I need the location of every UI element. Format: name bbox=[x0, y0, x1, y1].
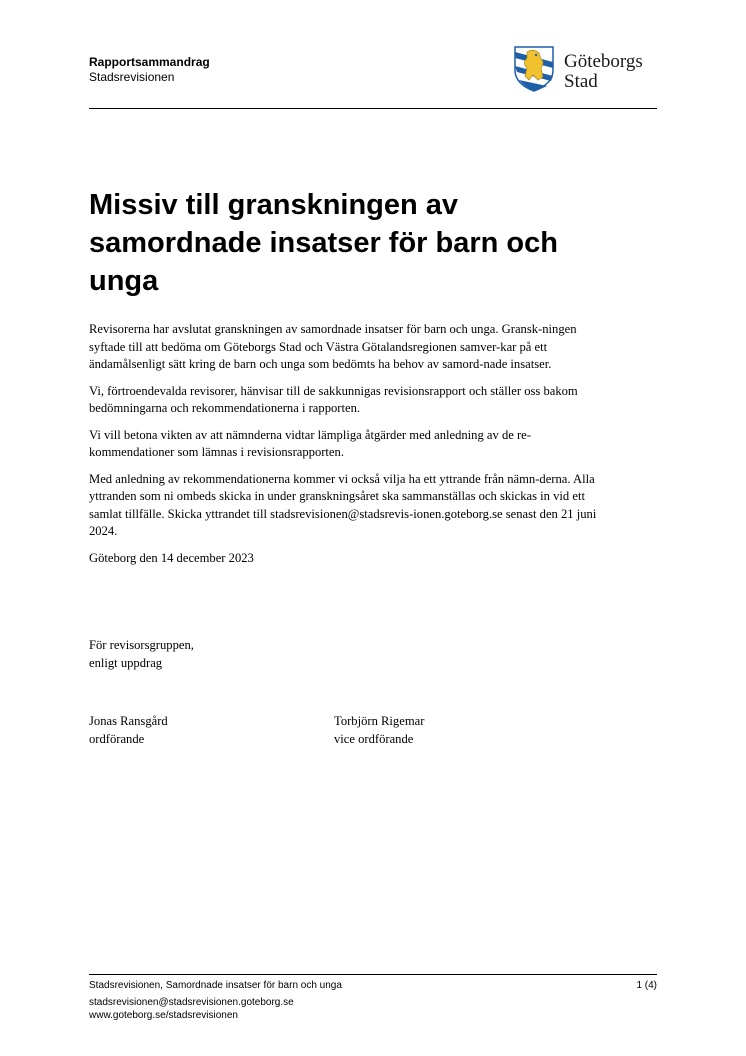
footer-title: Stadsrevisionen, Samordnade insatser för barn och unga bbox=[89, 980, 342, 991]
signature-role: vice ordförande bbox=[334, 732, 414, 746]
header-divider bbox=[89, 108, 657, 109]
goteborgs-stad-logo bbox=[511, 44, 661, 94]
paragraph: Med anledning av rekommendationerna kommer vi också vilja ha ett yttrande från nämn-derna. Alla yttranden som ni ombeds skicka in under granskningsåret ska sammanställas och skickas in vid ett samlat tillfälle. Skicka yttrandet till stadsrevisionen@stadsrevis-ionen.goteborg.se senast den 21 juni 2024. bbox=[89, 471, 597, 538]
coat-of-arms-icon bbox=[511, 44, 557, 92]
signature-name: Jonas Ransgård bbox=[89, 714, 168, 728]
signature-name: Torbjörn Rigemar bbox=[334, 714, 425, 728]
department-name: Stadsrevisionen bbox=[89, 70, 175, 84]
logo-text bbox=[564, 52, 643, 92]
footer-email: stadsrevisionen@stadsrevisionen.goteborg.se bbox=[89, 997, 294, 1008]
regards-line-2: enligt uppdrag bbox=[89, 656, 163, 670]
page-footer bbox=[89, 979, 657, 1022]
document-title: Missiv till granskningen av samordnade insatser för barn och unga bbox=[89, 189, 558, 297]
logo-line-1: Göteborgs bbox=[564, 51, 643, 72]
signature-chair bbox=[89, 712, 168, 748]
page-number: 1 (4) bbox=[636, 980, 657, 991]
paragraph: Vi, förtroendevalda revisorer, hänvisar till de sakkunnigas revisionsrapport och ställer oss bakom bedömningarna och rekommendationerna i rapporten. bbox=[89, 383, 578, 415]
regards-line-1: För revisorsgruppen, bbox=[89, 638, 194, 652]
closing-regards bbox=[89, 636, 194, 672]
date-line: Göteborg den 14 december 2023 bbox=[89, 550, 254, 565]
header-left bbox=[89, 55, 210, 85]
footer-web: www.goteborg.se/stadsrevisionen bbox=[89, 1010, 238, 1021]
signature-vice-chair bbox=[334, 712, 424, 748]
document-body bbox=[89, 321, 609, 576]
logo-line-2: Stad bbox=[564, 71, 598, 92]
report-type: Rapportsammandrag bbox=[89, 55, 210, 69]
paragraph: Vi vill betona vikten av att nämnderna vidtar lämpliga åtgärder med anledning av de re-kommendationer som lämnas i revisionsrapporten. bbox=[89, 427, 531, 459]
footer-divider bbox=[89, 974, 657, 975]
paragraph: Revisorerna har avslutat granskningen av samordnade insatser för barn och unga. Gransk-ningen syftade till att bedöma om Göteborgs Stad och Västra Götalandsregionen samver-kar på ett ändamålsenligt sätt kring de barn och unga som bedömts ha behov av samord-nade insatser. bbox=[89, 322, 577, 371]
signature-role: ordförande bbox=[89, 732, 145, 746]
